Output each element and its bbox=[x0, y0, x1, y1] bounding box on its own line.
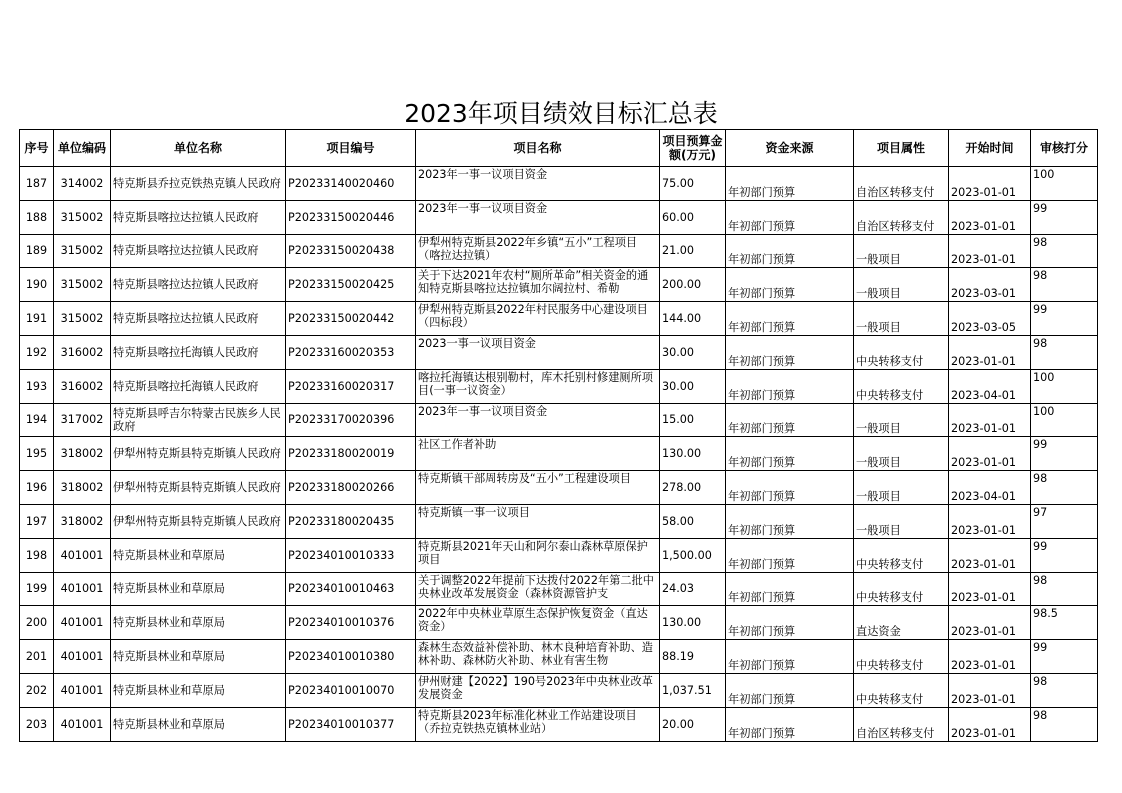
cell-fund-source: 年初部门预算 bbox=[726, 302, 854, 336]
cell-start-date: 2023-03-05 bbox=[949, 302, 1031, 336]
cell-fund-source: 年初部门预算 bbox=[726, 640, 854, 674]
cell-index: 197 bbox=[20, 504, 54, 538]
table-row bbox=[20, 504, 1098, 538]
cell-unit-name bbox=[111, 504, 286, 538]
cell-fund-source: 年初部门预算 bbox=[726, 572, 854, 606]
cell-project-attr: 直达资金 bbox=[854, 606, 949, 640]
cell-unit-name-text: 特克斯县林业和草原局 bbox=[113, 548, 225, 562]
cell-project-attr: 中央转移支付 bbox=[854, 673, 949, 707]
cell-score: 97 bbox=[1031, 504, 1098, 538]
cell-budget: 200.00 bbox=[660, 268, 726, 302]
cell-project-attr: 一般项目 bbox=[854, 437, 949, 471]
cell-project-attr: 一般项目 bbox=[854, 234, 949, 268]
table-row bbox=[20, 369, 1098, 403]
cell-index: 188 bbox=[20, 200, 54, 234]
cell-project-code: P20233160020317 bbox=[286, 369, 416, 403]
cell-project-name bbox=[416, 200, 660, 234]
cell-project-name bbox=[416, 234, 660, 268]
cell-unit-name-text: 特克斯县林业和草原局 bbox=[113, 650, 225, 664]
cell-score: 100 bbox=[1031, 403, 1098, 437]
cell-index: 199 bbox=[20, 572, 54, 606]
col-header-project-attr: 项目属性 bbox=[854, 130, 949, 167]
table-row bbox=[20, 640, 1098, 674]
cell-project-name-text: 社区工作者补助 bbox=[418, 438, 497, 452]
cell-project-name-text: 特克斯县2021年天山和阿尔泰山森林草原保护项目 bbox=[418, 539, 648, 566]
cell-project-name-text: 特克斯县2023年标准化林业工作站建设项目（乔拉克铁热克镇林业站） bbox=[418, 708, 637, 735]
cell-fund-source: 年初部门预算 bbox=[726, 606, 854, 640]
cell-budget: 130.00 bbox=[660, 437, 726, 471]
cell-index: 192 bbox=[20, 335, 54, 369]
cell-score: 99 bbox=[1031, 302, 1098, 336]
cell-unit-code: 315002 bbox=[54, 234, 111, 268]
cell-project-name bbox=[416, 167, 660, 201]
cell-index: 187 bbox=[20, 167, 54, 201]
cell-project-code: P20234010010333 bbox=[286, 538, 416, 572]
cell-index: 189 bbox=[20, 234, 54, 268]
cell-project-code: P20233150020438 bbox=[286, 234, 416, 268]
cell-project-name bbox=[416, 335, 660, 369]
cell-fund-source: 年初部门预算 bbox=[726, 504, 854, 538]
cell-project-name-text: 伊州财建【2022】190号2023年中央林业改革发展资金 bbox=[418, 674, 653, 701]
cell-project-code: P20233140020460 bbox=[286, 167, 416, 201]
cell-score: 98 bbox=[1031, 471, 1098, 505]
cell-budget: 58.00 bbox=[660, 504, 726, 538]
cell-unit-name bbox=[111, 335, 286, 369]
cell-budget: 144.00 bbox=[660, 302, 726, 336]
cell-project-attr: 中央转移支付 bbox=[854, 538, 949, 572]
table-row bbox=[20, 167, 1098, 201]
col-header-project-code: 项目编号 bbox=[286, 130, 416, 167]
cell-project-code: P20233180020019 bbox=[286, 437, 416, 471]
cell-unit-name bbox=[111, 538, 286, 572]
cell-unit-name bbox=[111, 471, 286, 505]
cell-project-name bbox=[416, 707, 660, 741]
cell-unit-name-text: 特克斯县喀拉达拉镇人民政府 bbox=[113, 210, 259, 224]
cell-project-name-text: 特克斯镇干部周转房及“五小”工程建设项目 bbox=[418, 472, 631, 486]
cell-project-name bbox=[416, 268, 660, 302]
cell-start-date: 2023-01-01 bbox=[949, 538, 1031, 572]
table-row bbox=[20, 403, 1098, 437]
cell-fund-source: 年初部门预算 bbox=[726, 437, 854, 471]
cell-unit-code: 401001 bbox=[54, 640, 111, 674]
cell-project-name-text: 伊犁州特克斯县2022年村民服务中心建设项目（四标段） bbox=[418, 303, 648, 330]
cell-score: 99 bbox=[1031, 200, 1098, 234]
col-header-index: 序号 bbox=[20, 130, 54, 167]
table-row bbox=[20, 606, 1098, 640]
cell-project-name-text: 2023一事一议项目资金 bbox=[418, 336, 536, 350]
cell-project-attr: 自治区转移支付 bbox=[854, 167, 949, 201]
cell-start-date: 2023-03-01 bbox=[949, 268, 1031, 302]
cell-start-date: 2023-01-01 bbox=[949, 673, 1031, 707]
cell-project-attr: 一般项目 bbox=[854, 403, 949, 437]
cell-score: 100 bbox=[1031, 369, 1098, 403]
cell-unit-name bbox=[111, 640, 286, 674]
cell-unit-name bbox=[111, 403, 286, 437]
cell-project-name bbox=[416, 640, 660, 674]
cell-unit-code: 318002 bbox=[54, 437, 111, 471]
cell-project-name bbox=[416, 572, 660, 606]
cell-start-date: 2023-04-01 bbox=[949, 471, 1031, 505]
cell-project-code: P20234010010377 bbox=[286, 707, 416, 741]
cell-project-name-text: 关于调整2022年提前下达拨付2022年第二批中央林业改革发展资金（森林资源管护支 bbox=[418, 573, 654, 600]
cell-budget: 30.00 bbox=[660, 369, 726, 403]
cell-project-attr: 自治区转移支付 bbox=[854, 707, 949, 741]
cell-unit-name-text: 特克斯县乔拉克铁热克镇人民政府 bbox=[113, 176, 281, 190]
cell-project-name-text: 森林生态效益补偿补助、林木良种培育补助、造林补助、森林防火补助、林业有害生物 bbox=[418, 641, 653, 668]
cell-project-code: P20234010010376 bbox=[286, 606, 416, 640]
cell-project-name bbox=[416, 403, 660, 437]
cell-fund-source: 年初部门预算 bbox=[726, 369, 854, 403]
cell-index: 190 bbox=[20, 268, 54, 302]
cell-project-name-text: 2022年中央林业草原生态保护恢复资金（直达资金） bbox=[418, 607, 648, 634]
table-row bbox=[20, 437, 1098, 471]
cell-index: 195 bbox=[20, 437, 54, 471]
cell-project-name bbox=[416, 437, 660, 471]
cell-unit-code: 401001 bbox=[54, 606, 111, 640]
cell-unit-name-text: 特克斯县林业和草原局 bbox=[113, 616, 225, 630]
cell-start-date: 2023-01-01 bbox=[949, 167, 1031, 201]
cell-index: 198 bbox=[20, 538, 54, 572]
cell-unit-name-text: 特克斯县林业和草原局 bbox=[113, 717, 225, 731]
cell-start-date: 2023-04-01 bbox=[949, 369, 1031, 403]
cell-score: 98 bbox=[1031, 335, 1098, 369]
project-summary-table bbox=[19, 129, 1098, 742]
cell-index: 200 bbox=[20, 606, 54, 640]
cell-budget: 88.19 bbox=[660, 640, 726, 674]
table-row bbox=[20, 673, 1098, 707]
cell-index: 196 bbox=[20, 471, 54, 505]
cell-score: 99 bbox=[1031, 437, 1098, 471]
cell-unit-code: 401001 bbox=[54, 673, 111, 707]
cell-score: 98 bbox=[1031, 268, 1098, 302]
cell-score: 99 bbox=[1031, 640, 1098, 674]
cell-unit-code: 316002 bbox=[54, 335, 111, 369]
cell-start-date: 2023-01-01 bbox=[949, 707, 1031, 741]
cell-unit-name bbox=[111, 369, 286, 403]
cell-project-code: P20233180020266 bbox=[286, 471, 416, 505]
cell-project-name bbox=[416, 471, 660, 505]
cell-project-name bbox=[416, 538, 660, 572]
cell-project-attr: 中央转移支付 bbox=[854, 572, 949, 606]
cell-unit-name-text: 特克斯县喀拉达拉镇人民政府 bbox=[113, 244, 259, 258]
cell-project-name bbox=[416, 606, 660, 640]
col-header-budget: 项目预算金额(万元) bbox=[660, 130, 726, 167]
cell-budget: 130.00 bbox=[660, 606, 726, 640]
cell-project-code: P20234010010070 bbox=[286, 673, 416, 707]
cell-fund-source: 年初部门预算 bbox=[726, 538, 854, 572]
cell-unit-name-text: 特克斯县喀拉托海镇人民政府 bbox=[113, 379, 259, 393]
cell-score: 98 bbox=[1031, 673, 1098, 707]
col-header-score: 审核打分 bbox=[1031, 130, 1098, 167]
cell-project-name-text: 2023年一事一议项目资金 bbox=[418, 201, 548, 215]
table-row bbox=[20, 538, 1098, 572]
cell-index: 203 bbox=[20, 707, 54, 741]
cell-index: 202 bbox=[20, 673, 54, 707]
cell-budget: 1,037.51 bbox=[660, 673, 726, 707]
cell-unit-name-text: 特克斯县林业和草原局 bbox=[113, 582, 225, 596]
col-header-fund-source: 资金来源 bbox=[726, 130, 854, 167]
cell-budget: 1,500.00 bbox=[660, 538, 726, 572]
cell-project-code: P20233170020396 bbox=[286, 403, 416, 437]
cell-fund-source: 年初部门预算 bbox=[726, 200, 854, 234]
cell-unit-code: 314002 bbox=[54, 167, 111, 201]
cell-unit-code: 401001 bbox=[54, 707, 111, 741]
cell-project-name-text: 喀拉托海镇达根别勒村，库木托别村修建厕所项目(一事一议资金） bbox=[418, 370, 653, 397]
cell-project-attr: 一般项目 bbox=[854, 268, 949, 302]
cell-budget: 60.00 bbox=[660, 200, 726, 234]
page-title: 2023年项目绩效目标汇总表 bbox=[404, 99, 718, 128]
table-row bbox=[20, 268, 1098, 302]
cell-budget: 15.00 bbox=[660, 403, 726, 437]
cell-unit-code: 401001 bbox=[54, 538, 111, 572]
cell-index: 194 bbox=[20, 403, 54, 437]
cell-unit-name bbox=[111, 572, 286, 606]
cell-score: 98 bbox=[1031, 707, 1098, 741]
cell-fund-source: 年初部门预算 bbox=[726, 673, 854, 707]
cell-fund-source: 年初部门预算 bbox=[726, 335, 854, 369]
cell-unit-name bbox=[111, 302, 286, 336]
cell-project-name bbox=[416, 302, 660, 336]
cell-start-date: 2023-01-01 bbox=[949, 403, 1031, 437]
cell-index: 201 bbox=[20, 640, 54, 674]
header-row bbox=[20, 130, 1098, 167]
cell-unit-name-text: 特克斯县喀拉达拉镇人民政府 bbox=[113, 312, 259, 326]
cell-score: 99 bbox=[1031, 538, 1098, 572]
cell-start-date: 2023-01-01 bbox=[949, 234, 1031, 268]
cell-fund-source: 年初部门预算 bbox=[726, 471, 854, 505]
cell-unit-code: 317002 bbox=[54, 403, 111, 437]
cell-project-attr: 中央转移支付 bbox=[854, 335, 949, 369]
cell-project-attr: 中央转移支付 bbox=[854, 369, 949, 403]
cell-project-code: P20233180020435 bbox=[286, 504, 416, 538]
cell-unit-name bbox=[111, 268, 286, 302]
cell-fund-source: 年初部门预算 bbox=[726, 167, 854, 201]
cell-project-code: P20233150020442 bbox=[286, 302, 416, 336]
cell-project-name-text: 2023年一事一议项目资金 bbox=[418, 168, 548, 181]
col-header-unit-code: 单位编码 bbox=[54, 130, 111, 167]
cell-unit-code: 318002 bbox=[54, 504, 111, 538]
cell-project-attr: 一般项目 bbox=[854, 504, 949, 538]
cell-unit-name bbox=[111, 437, 286, 471]
col-header-start-date: 开始时间 bbox=[949, 130, 1031, 167]
cell-project-name-text: 特克斯镇一事一议项目 bbox=[418, 505, 530, 519]
cell-unit-code: 315002 bbox=[54, 200, 111, 234]
cell-fund-source: 年初部门预算 bbox=[726, 234, 854, 268]
cell-start-date: 2023-01-01 bbox=[949, 572, 1031, 606]
cell-unit-name bbox=[111, 200, 286, 234]
cell-unit-code: 401001 bbox=[54, 572, 111, 606]
cell-budget: 24.03 bbox=[660, 572, 726, 606]
cell-project-name-text: 2023年一事一议项目资金 bbox=[418, 404, 548, 418]
table-row bbox=[20, 302, 1098, 336]
cell-index: 191 bbox=[20, 302, 54, 336]
cell-start-date: 2023-01-01 bbox=[949, 504, 1031, 538]
cell-score: 98 bbox=[1031, 572, 1098, 606]
cell-project-name bbox=[416, 673, 660, 707]
cell-project-name bbox=[416, 504, 660, 538]
cell-unit-name bbox=[111, 606, 286, 640]
cell-unit-name-text: 伊犁州特克斯县特克斯镇人民政府 bbox=[113, 447, 281, 461]
cell-fund-source: 年初部门预算 bbox=[726, 268, 854, 302]
cell-unit-name-text: 特克斯县呼吉尔特蒙古民族乡人民政府 bbox=[113, 406, 281, 433]
cell-project-code: P20233160020353 bbox=[286, 335, 416, 369]
table-row bbox=[20, 707, 1098, 741]
cell-budget: 278.00 bbox=[660, 471, 726, 505]
table-row bbox=[20, 335, 1098, 369]
cell-unit-name bbox=[111, 673, 286, 707]
cell-project-code: P20234010010380 bbox=[286, 640, 416, 674]
cell-budget: 30.00 bbox=[660, 335, 726, 369]
cell-project-name-text: 伊犁州特克斯县2022年乡镇“五小”工程项目（喀拉达拉镇） bbox=[418, 235, 638, 262]
table-row bbox=[20, 572, 1098, 606]
cell-unit-code: 315002 bbox=[54, 302, 111, 336]
cell-project-attr: 中央转移支付 bbox=[854, 640, 949, 674]
cell-unit-name-text: 伊犁州特克斯县特克斯镇人民政府 bbox=[113, 481, 281, 495]
col-header-unit-name: 单位名称 bbox=[111, 130, 286, 167]
cell-start-date: 2023-01-01 bbox=[949, 640, 1031, 674]
table-body bbox=[20, 167, 1098, 742]
cell-unit-code: 315002 bbox=[54, 268, 111, 302]
cell-project-name-text: 关于下达2021年农村“厕所革命”相关资金的通知特克斯县喀拉达拉镇加尔阔拉村、希勒 bbox=[418, 269, 649, 296]
cell-index: 193 bbox=[20, 369, 54, 403]
cell-unit-code: 316002 bbox=[54, 369, 111, 403]
cell-score: 98 bbox=[1031, 234, 1098, 268]
cell-budget: 75.00 bbox=[660, 167, 726, 201]
cell-project-attr: 自治区转移支付 bbox=[854, 200, 949, 234]
col-header-project-name: 项目名称 bbox=[416, 130, 660, 167]
cell-unit-name bbox=[111, 707, 286, 741]
cell-unit-name-text: 特克斯县喀拉达拉镇人民政府 bbox=[113, 278, 259, 292]
cell-score: 100 bbox=[1031, 167, 1098, 201]
cell-fund-source: 年初部门预算 bbox=[726, 403, 854, 437]
cell-score: 98.5 bbox=[1031, 606, 1098, 640]
cell-start-date: 2023-01-01 bbox=[949, 200, 1031, 234]
cell-fund-source: 年初部门预算 bbox=[726, 707, 854, 741]
table-row bbox=[20, 200, 1098, 234]
cell-budget: 21.00 bbox=[660, 234, 726, 268]
cell-unit-name bbox=[111, 167, 286, 201]
table-row bbox=[20, 234, 1098, 268]
cell-unit-name-text: 特克斯县林业和草原局 bbox=[113, 683, 225, 697]
cell-project-code: P20233150020446 bbox=[286, 200, 416, 234]
cell-start-date: 2023-01-01 bbox=[949, 437, 1031, 471]
cell-budget: 20.00 bbox=[660, 707, 726, 741]
cell-unit-code: 318002 bbox=[54, 471, 111, 505]
cell-start-date: 2023-01-01 bbox=[949, 335, 1031, 369]
table-row bbox=[20, 471, 1098, 505]
cell-unit-name bbox=[111, 234, 286, 268]
cell-project-name bbox=[416, 369, 660, 403]
cell-unit-name-text: 特克斯县喀拉托海镇人民政府 bbox=[113, 345, 259, 359]
cell-project-code: P20234010010463 bbox=[286, 572, 416, 606]
cell-project-attr: 一般项目 bbox=[854, 302, 949, 336]
cell-project-attr: 一般项目 bbox=[854, 471, 949, 505]
cell-project-code: P20233150020425 bbox=[286, 268, 416, 302]
cell-start-date: 2023-01-01 bbox=[949, 606, 1031, 640]
cell-unit-name-text: 伊犁州特克斯县特克斯镇人民政府 bbox=[113, 514, 281, 528]
